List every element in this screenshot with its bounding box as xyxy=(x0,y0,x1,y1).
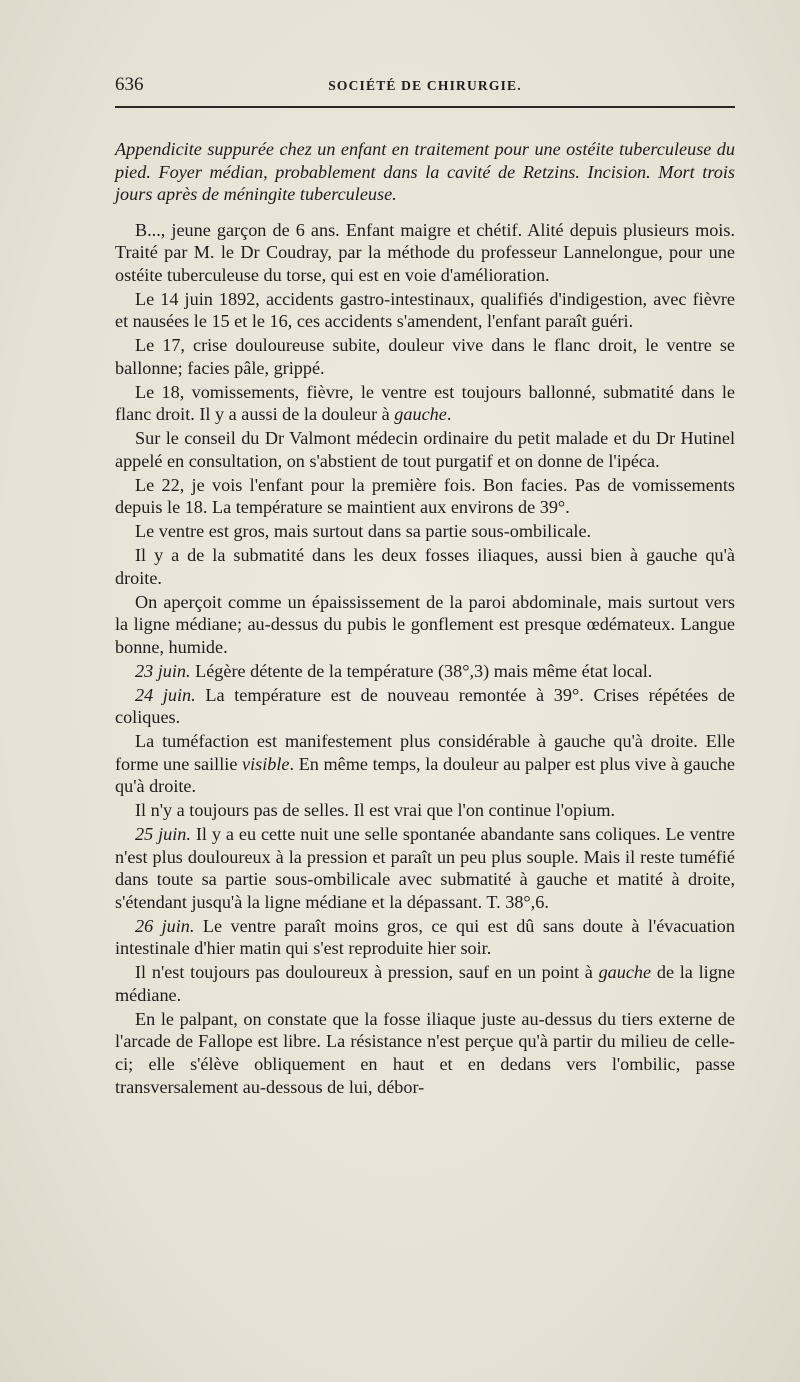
paragraph: Il n'y a toujours pas de selles. Il est vrai que l'on continue l'opium. xyxy=(135,800,616,821)
paragraph: La tuméfaction est manifestement plus considérable à gauche qu'à droite. Elle forme une saillie visible. En même temps, la douleur au palper est plus vive à gauche qu'à droite. xyxy=(115,731,735,797)
emphasis: gauche xyxy=(598,962,652,983)
entry-date: 25 juin. xyxy=(135,824,191,845)
case-summary: Appendicite suppurée chez un enfant en traitement pour une ostéite tuberculeuse du pied. Foyer médian, probablement dans la cavité de Retzins. Incision. Mort trois jours après de méningite tuberculeuse. xyxy=(115,139,735,205)
paragraph: Le 22, je vois l'enfant pour la première fois. Bon facies. Pas de vomissements depuis le 18. La température se maintient aux environs de 39°. xyxy=(115,474,735,518)
page-number: 636 xyxy=(115,74,144,95)
paragraph: 23 juin. Légère détente de la température (38°,3) mais même état local. xyxy=(135,660,653,681)
paragraph: 24 juin. La température est de nouveau remontée à 39°. Crises répétées de coliques. xyxy=(115,684,735,728)
paragraph: Le 18, vomissements, fièvre, le ventre est toujours ballonné, submatité dans le flanc droit. Il y a aussi de la douleur à gauche. xyxy=(115,381,735,425)
entry-date: 23 juin. xyxy=(135,660,191,681)
paragraph: On aperçoit comme un épaississement de la paroi abdominale, mais surtout vers la ligne médiane; au-dessus du pubis le gonflement est presque œdémateux. Langue bonne, humide. xyxy=(115,591,735,657)
running-head: SOCIÉTÉ DE CHIRURGIE. xyxy=(328,78,522,93)
paragraph: 25 juin. Il y a eu cette nuit une selle spontanée abandante sans coliques. Le ventre n'est plus douloureux à la pression et paraît un peu plus souple. Mais il reste tuméfié dans toute sa partie sous-ombilicale avec submatité à gauche et matité à droite, s'étendant jusqu'à la ligne médiane et la dépassant. T. 38°,6. xyxy=(115,824,735,912)
paragraph: Le 17, crise douloureuse subite, douleur vive dans le flanc droit, le ventre se ballonne; facies pâle, grippé. xyxy=(115,335,735,378)
paragraph: Il y a de la submatité dans les deux fosses iliaques, aussi bien à gauche qu'à droite. xyxy=(115,545,735,588)
emphasis: visible xyxy=(242,753,290,774)
paragraph: 26 juin. Le ventre paraît moins gros, ce qui est dû sans doute à l'évacuation intestinale d'hier matin qui s'est reproduite hier soir. xyxy=(115,915,735,959)
entry-date: 26 juin. xyxy=(135,915,195,936)
header-rule xyxy=(115,106,735,108)
paragraph: Il n'est toujours pas douloureux à pression, sauf en un point à gauche de la ligne médiane. xyxy=(115,962,735,1005)
body-text xyxy=(115,138,735,1099)
entry-date: 24 juin. xyxy=(135,684,196,705)
emphasis: gauche xyxy=(394,404,447,425)
paragraph: B..., jeune garçon de 6 ans. Enfant maigre et chétif. Alité depuis plusieurs mois. Traité par M. le Dr Coudray, par la méthode du professeur Lannelongue, pour une ostéite tuberculeuse du torse, qui est en voie d'amélioration. xyxy=(115,219,735,285)
paragraph: Le ventre est gros, mais surtout dans sa partie sous-ombilicale. xyxy=(135,521,592,542)
paragraph: En le palpant, on constate que la fosse iliaque juste au-dessus du tiers externe de l'arcade de Fallope est libre. La résistance n'est perçue qu'à partir du milieu de celle-ci; elle s'élève obliquement en haut et en dedans vers l'ombilic, passe transversalement au-dessous de lui, débor- xyxy=(115,1008,735,1097)
paragraph: Sur le conseil du Dr Valmont médecin ordinaire du petit malade et du Dr Hutinel appelé en consultation, on s'abstient de tout purgatif et on donne de l'ipéca. xyxy=(115,428,735,471)
paragraph: Le 14 juin 1892, accidents gastro-intestinaux, qualifiés d'indigestion, avec fièvre et nausées le 15 et le 16, ces accidents s'amendent, l'enfant paraît guéri. xyxy=(115,288,735,332)
page-header xyxy=(115,72,735,102)
